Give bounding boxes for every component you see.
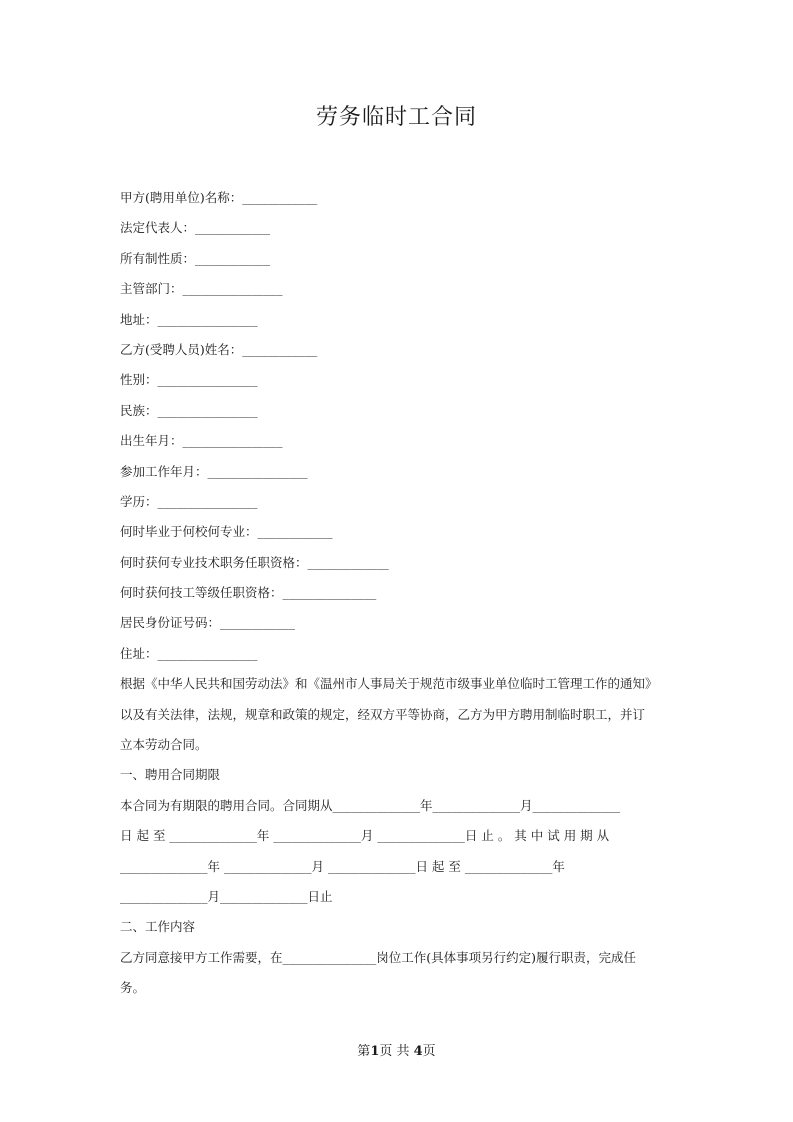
- field-blank: ________________: [157, 402, 258, 418]
- field-employer-address: [120, 305, 673, 335]
- field-label: 居民身份证号码：: [120, 615, 221, 631]
- work-line: 乙方同意接甲方工作需要，在_______________岗位工作(具体事项另行约定)履行职责，完成任: [120, 949, 637, 965]
- page-footer: [0, 1040, 793, 1059]
- field-label: 性别：: [120, 372, 158, 388]
- field-label: 法定代表人：: [120, 220, 196, 236]
- footer-suffix: 页: [422, 1044, 436, 1059]
- field-legal-representative: [120, 213, 673, 243]
- field-graduation: [120, 517, 673, 547]
- field-blank: ________________: [157, 493, 258, 509]
- work-line: 务。: [120, 980, 146, 996]
- contract-body: [120, 183, 673, 1004]
- field-label: 住址：: [120, 645, 158, 661]
- field-ethnicity: [120, 396, 673, 426]
- field-supervising-dept: [120, 274, 673, 304]
- section-heading-term: 一、聘用合同期限: [120, 767, 221, 783]
- field-blank: ____________: [195, 250, 271, 266]
- footer-page-number: 1: [370, 1044, 380, 1059]
- field-blank: ____________: [195, 220, 271, 236]
- field-birth-date: [120, 426, 673, 456]
- field-label: 何时获何技工等级任职资格：: [120, 585, 283, 601]
- section-heading-work: 二、工作内容: [120, 919, 196, 935]
- field-employer-name: [120, 183, 673, 213]
- field-blank: _______________: [282, 585, 377, 601]
- field-label: 何时毕业于何校何专业：: [120, 524, 258, 540]
- field-blank: ________________: [157, 372, 258, 388]
- field-professional-title: [120, 548, 673, 578]
- intro-line: 以及有关法律，法规，规章和政策的规定，经双方平等协商，乙方为甲方聘用制临时职工，并订: [120, 706, 646, 722]
- footer-mid: 页 共: [379, 1044, 414, 1059]
- field-label: 学历：: [120, 493, 158, 509]
- field-blank: ____________: [257, 524, 333, 540]
- field-blank: ________________: [182, 433, 283, 449]
- term-line: ______________年 ______________月 ______________日 起 至 ______________年: [120, 858, 565, 874]
- field-id-number: [120, 608, 673, 638]
- intro-line: 立本劳动合同。: [120, 737, 208, 753]
- field-work-start-date: [120, 457, 673, 487]
- field-label: 出生年月：: [120, 433, 183, 449]
- footer-prefix: 第: [357, 1044, 371, 1059]
- field-technician-grade: [120, 578, 673, 608]
- field-label: 主管部门：: [120, 281, 183, 297]
- field-label: 参加工作年月：: [120, 463, 208, 479]
- field-label: 民族：: [120, 402, 158, 418]
- field-blank: ____________: [242, 341, 318, 357]
- field-label: 所有制性质：: [120, 250, 196, 266]
- term-line: 本合同为有期限的聘用合同。合同期从______________年______________月______________: [120, 797, 621, 813]
- term-line: 日 起 至 ______________年 ______________月 ______________日 止 。 其 中 试 用 期 从: [120, 828, 610, 844]
- field-blank: ____________: [242, 190, 318, 205]
- field-residence: [120, 639, 673, 669]
- footer-total-pages: 4: [413, 1044, 423, 1059]
- field-employee-name: [120, 335, 673, 365]
- field-blank: ________________: [182, 281, 283, 297]
- field-label: 乙方(受聘人员)姓名：: [120, 341, 243, 357]
- field-blank: ________________: [207, 463, 308, 479]
- field-gender: [120, 365, 673, 395]
- field-label: 何时获何专业技术职务任职资格：: [120, 554, 308, 570]
- field-blank: ____________: [220, 615, 296, 631]
- field-blank: _____________: [307, 554, 389, 570]
- field-blank: ________________: [157, 645, 258, 661]
- field-ownership-type: [120, 244, 673, 274]
- intro-line: 根据《中华人民共和国劳动法》和《温州市人事局关于规范市级事业单位临时工管理工作的通知》: [120, 676, 658, 692]
- field-label: 地址：: [120, 311, 158, 327]
- field-education: [120, 487, 673, 517]
- page-title: 劳务临时工合同: [315, 105, 477, 130]
- field-label: 甲方(聘用单位)名称：: [120, 190, 243, 205]
- field-blank: ________________: [157, 311, 258, 327]
- term-line: ______________月______________日止: [120, 888, 333, 904]
